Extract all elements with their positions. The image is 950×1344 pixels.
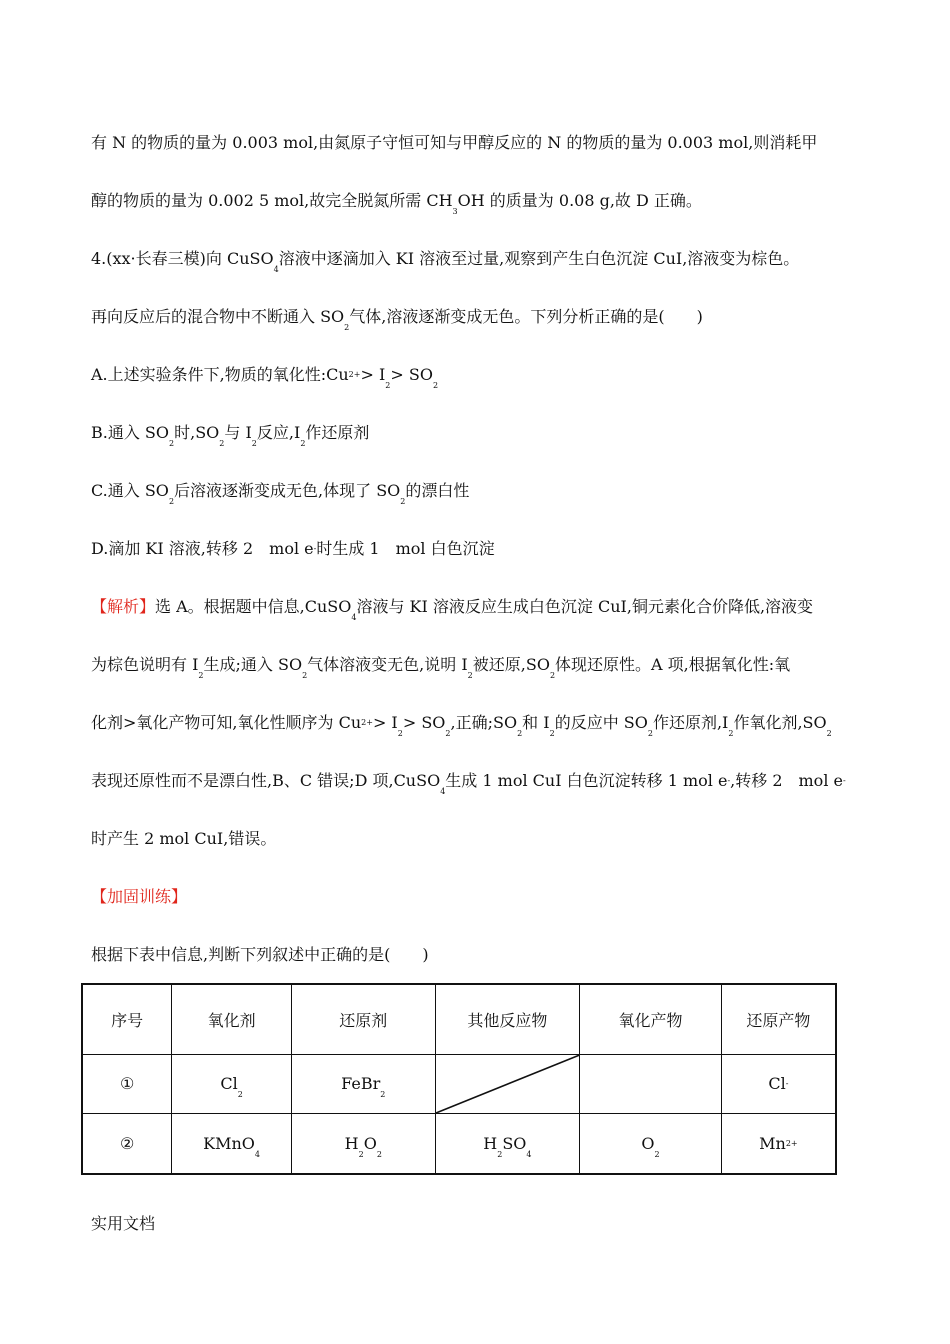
header-cell: 序号 xyxy=(82,984,172,1054)
table-header-row xyxy=(82,984,836,1054)
row-number: ② xyxy=(82,1113,172,1174)
header-cell: 氧化剂 xyxy=(172,984,292,1054)
header-cell: 还原产物 xyxy=(721,984,836,1054)
analysis-line-5: 时产生 2 mol CuI,错误。 xyxy=(91,829,277,848)
redox-table xyxy=(81,983,837,1175)
option-b: B.通入 $SO_2$时$,SO_2$与 $I_2$反应$,I_2$作还原剂 xyxy=(91,423,370,448)
row-number: ① xyxy=(82,1054,172,1113)
reductant-cell: $H_2O_2$ xyxy=(291,1113,435,1174)
table-row xyxy=(82,1113,836,1174)
question-5: 根据下表中信息,判断下列叙述中正确的是( ) xyxy=(91,945,429,964)
reduction-product-cell: Mn2+ xyxy=(721,1113,836,1174)
header-cell: 其他反应物 xyxy=(435,984,580,1054)
header-cell: 还原剂 xyxy=(291,984,435,1054)
other-reactant-cell: $H_2SO_4$ xyxy=(435,1113,580,1174)
table-row xyxy=(82,1054,836,1113)
reduction-product-cell: Cl- xyxy=(721,1054,836,1113)
oxidant-cell: $Cl_2$ xyxy=(172,1054,292,1113)
reductant-cell: FeBr$_2$ xyxy=(291,1054,435,1113)
analysis-line-4: 表现还原性而不是漂白性,B、C 错误;D 项,CuSO$_4$生成 1 mol CuI 白色沉淀转移 1 mol e-,转移 2 mol e- xyxy=(91,771,846,796)
option-a: A.上述实验条件下,物质的氧化性:Cu2+> $I_2> SO_2$ xyxy=(91,365,439,390)
header-cell: 氧化产物 xyxy=(580,984,722,1054)
option-c: C.通入 $SO_2$后溶液逐渐变成无色,体现了 $SO_2$的漂白性 xyxy=(91,481,470,506)
option-d: D.滴加 KI 溶液,转移 2 mol e-时生成 1 mol 白色沉淀 xyxy=(91,539,495,558)
analysis-line-2: 为棕色说明有 $I_2$生成;通入 $SO_2$气体溶液变无色,说明 $I_2$被还原$,SO_2$体现还原性。A 项,根据氧化性:氧 xyxy=(91,655,791,680)
analysis-line-1: 【解析】选 A。根据题中信息,CuSO$_4$溶液与 KI 溶液反应生成白色沉淀 CuI,铜元素化合价降低,溶液变 xyxy=(91,597,814,622)
oxidation-product-cell xyxy=(580,1054,722,1113)
text-line: 有 N 的物质的量为 0.003 mol,由氮原子守恒可知与甲醇反应的 N 的物质的量为 0.003 mol,则消耗甲 xyxy=(91,133,818,152)
analysis-tag: 【解析】 xyxy=(91,597,156,616)
analysis-line-3: 化剂>氧化产物可知,氧化性顺序为 $Cu2+> I_2> SO_2$,正确$;SO_2$和 $I_2$的反应中 $SO_2$作还原剂$,I_2$作氧化剂$,SO_2$ xyxy=(91,713,832,738)
footer-text: 实用文档 xyxy=(91,1214,156,1233)
oxidation-product-cell: $O_2$ xyxy=(580,1113,722,1174)
text-line: 醇的物质的量为 0.002 5 mol,故完全脱氮所需 $CH_3OH$ 的质量为 0.08 g,故 D 正确。 xyxy=(91,191,702,216)
question-4-cont: 再向反应后的混合物中不断通入 $SO_2$气体,溶液逐渐变成无色。下列分析正确的是( ) xyxy=(91,307,703,332)
reinforcement-tag: 【加固训练】 xyxy=(91,887,188,906)
diagonal-slash xyxy=(436,1055,580,1113)
question-4: 4.(xx·长春三模)向 CuSO$_4$溶液中逐滴加入 KI 溶液至过量,观察到产生白色沉淀 CuI,溶液变为棕色。 xyxy=(91,249,800,274)
oxidant-cell: KMnO$_4$ xyxy=(172,1113,292,1174)
empty-diagonal-cell xyxy=(435,1054,580,1113)
